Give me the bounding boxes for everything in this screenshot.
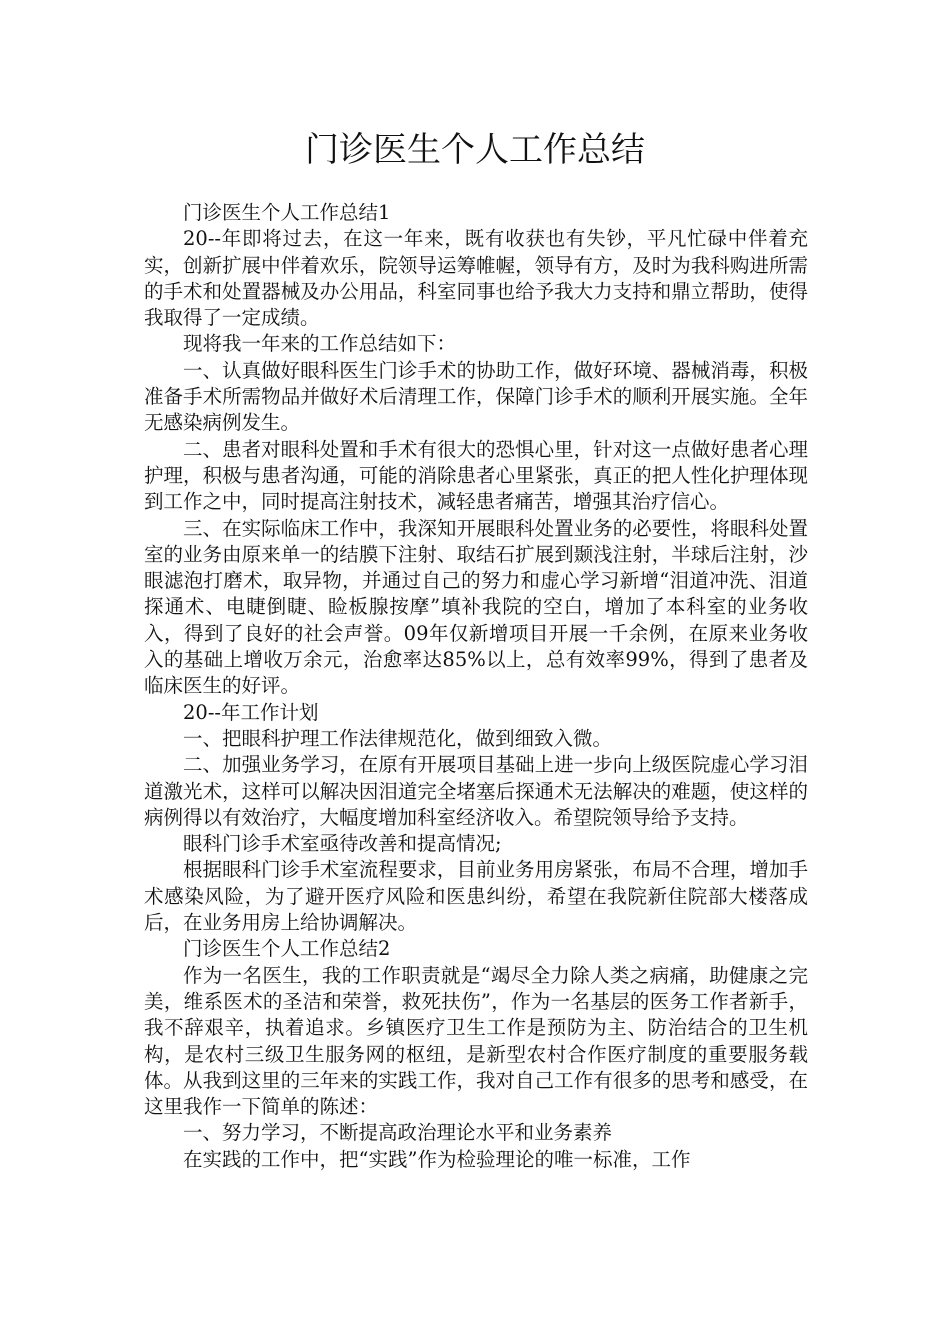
subsection-heading: 20--年工作计划 xyxy=(183,700,319,724)
body-paragraph: 作为一名医生，我的工作职责就是“竭尽全力除人类之病痛，助健康之完美，维系医术的圣洁和荣誉，救死扶伤”，作为一名基层的医务工作者新手，我不辞艰辛，执着追求。乡镇医疗卫生工作是预防为主、防治结合的卫生机构，是农村三级卫生服务网的枢纽，是新型农村合作医疗制度的重要服务载体。从我到这里的三年来的实践工作，我对自己工作有很多的思考和感受，在这里我作一下简单的陈述： xyxy=(144,963,808,1119)
body-paragraph: 一、认真做好眼科医生门诊手术的协助工作，做好环境、器械消毒，积极准备手术所需物品并做好术后清理工作，保障门诊手术的顺利开展实施。全年无感染病例发生。 xyxy=(144,358,808,435)
body-paragraph: 眼科门诊手术室亟待改善和提高情况; xyxy=(183,832,502,856)
body-paragraph: 20--年即将过去，在这一年来，既有收获也有失钞，平凡忙碌中伴着充实，创新扩展中伴着欢乐，院领导运筹帷幄，领导有方，及时为我科购进所需的手术和处置器械及办公用品，科室同事也给予我大力支持和鼎立帮助，使得我取得了一定成绩。 xyxy=(144,227,808,330)
document-title: 门诊医生个人工作总结 xyxy=(305,130,645,170)
body-paragraph: 在实践的工作中，把“实践”作为检验理论的唯一标准，工作 xyxy=(183,1147,691,1171)
body-paragraph: 三、在实际临床工作中，我深知开展眼科处置业务的必要性，将眼科处置室的业务由原来单一的结膜下注射、取结石扩展到颞浅注射，半球后注射，沙眼滤泡打磨术，取异物，并通过自己的努力和虚心学习新增“泪道冲洗、泪道探通术、电睫倒睫、睑板腺按摩”填补我院的空白，增加了本科室的业务收入，得到了良好的社会声誉。09年仅新增项目开展一千余例，在原来业务收入的基础上增收万余元，治愈率达85%以上，总有效率99%，得到了患者及临床医生的好评。 xyxy=(144,516,808,698)
body-paragraph: 一、把眼科护理工作法律规范化，做到细致入微。 xyxy=(183,726,613,750)
section-heading: 门诊医生个人工作总结1 xyxy=(183,201,391,224)
body-paragraph: 根据眼科门诊手术室流程要求，目前业务用房紧张，布局不合理，增加手术感染风险，为了避开医疗风险和医患纠纷，希望在我院新住院部大楼落成后，在业务用房上给协调解决。 xyxy=(144,858,808,935)
document-body xyxy=(144,200,808,1173)
section-heading: 门诊医生个人工作总结2 xyxy=(183,937,391,961)
body-paragraph: 二、加强业务学习，在原有开展项目基础上进一步向上级医院虚心学习泪道激光术，这样可以解决因泪道完全堵塞后探通术无法解决的难题，使这样的病例得以有效治疗，大幅度增加科室经济收入。希望院领导给予支持。 xyxy=(144,753,808,829)
body-paragraph: 一、努力学习，不断提高政治理论水平和业务素养 xyxy=(183,1121,613,1145)
body-paragraph: 二、患者对眼科处置和手术有很大的恐惧心里，针对这一点做好患者心理护理，积极与患者沟通，可能的消除患者心里紧张，真正的把人性化护理体现到工作之中，同时提高注射技术，减轻患者痛苦，增强其治疗信心。 xyxy=(144,437,808,514)
body-paragraph: 现将我一年来的工作总结如下： xyxy=(183,332,457,356)
